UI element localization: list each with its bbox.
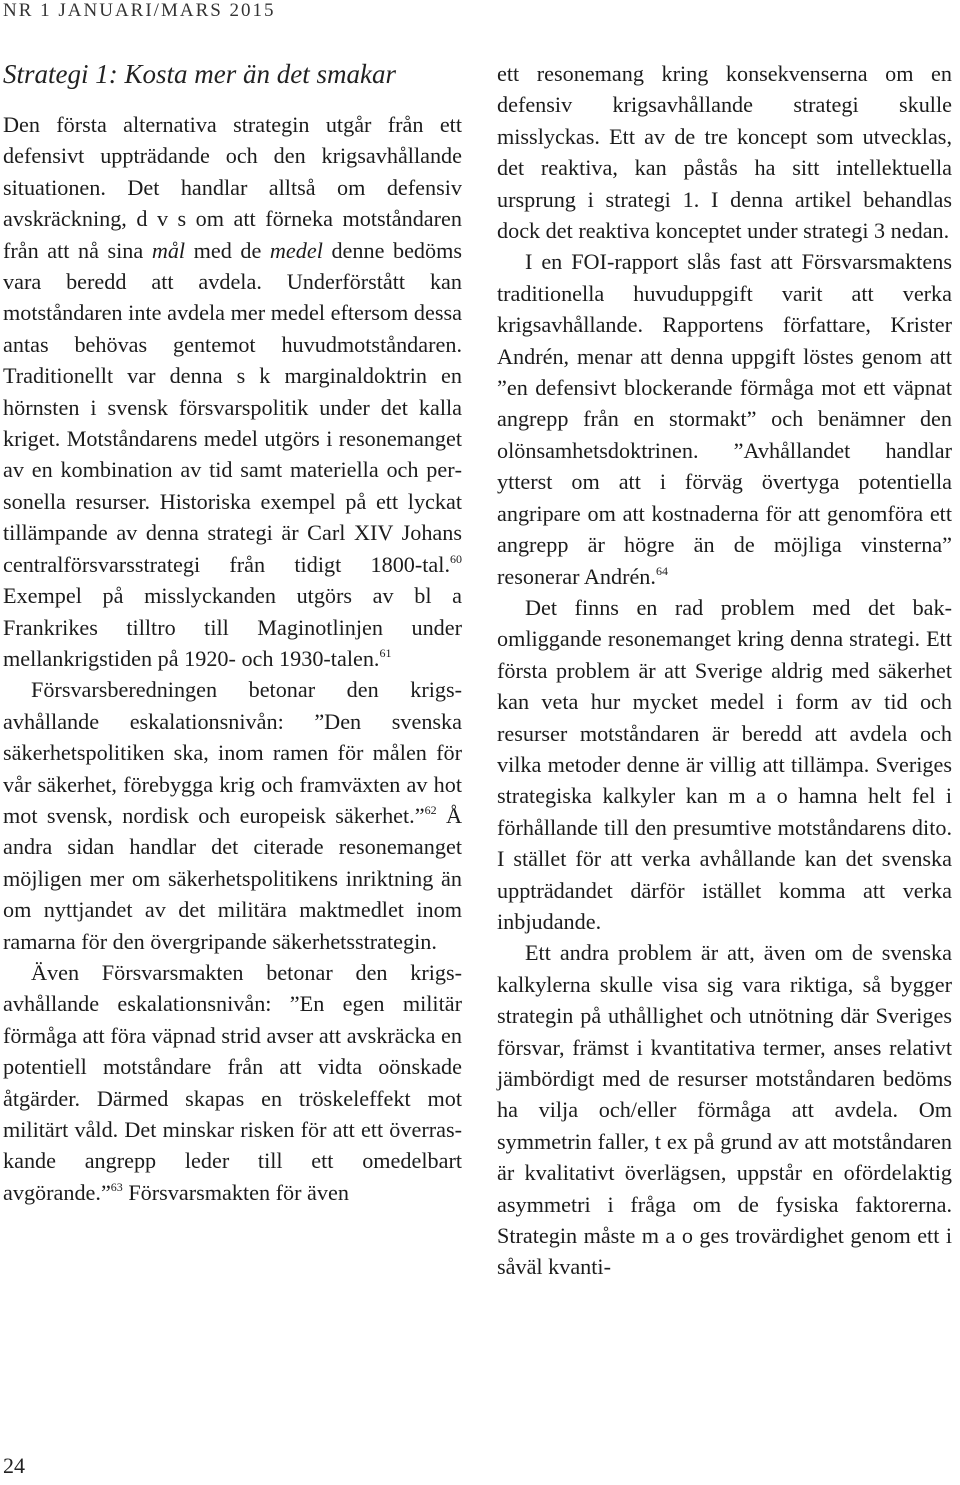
- paragraph: [3, 109, 462, 674]
- footnote-ref: 62: [424, 802, 437, 817]
- paragraph: [497, 937, 952, 1282]
- footnote-ref: 64: [655, 563, 668, 578]
- footnote-ref: 60: [450, 551, 462, 566]
- paragraph: [497, 58, 952, 246]
- footnote-ref: 63: [110, 1179, 123, 1194]
- text-run: Det finns en rad problem med det bakomliggande resonemanget kring denna strategi. Ett första problem är att Sverige aldrig med säkerhet kan veta hur mycket medel i form av tid och resurser motståndaren är beredd att avdela och vilka metoder denne är villig att tillämpa. Sveriges strategiska kalkyler kan m a o hamna helt fel i förhållande till den presumtive motståndarens dito. I stället för att verka avhållande kan det svenska uppträdandet därför istället komma att verka inbjudande.: [497, 594, 952, 934]
- emphasis-mal: mål: [151, 237, 186, 263]
- section-heading: Strategi 1: Kosta mer än det smakar: [3, 59, 396, 89]
- footnote-ref: 61: [379, 645, 392, 660]
- paragraph: [497, 592, 952, 937]
- text-run: med de: [185, 237, 270, 263]
- text-run: ett resonemang kring konsekvenserna om en defensiv krigsavhållande strategi skulle misslyckas. Ett av de tre koncept som utvecklas, det reaktiva, kan påstås ha sitt intellektuella ursprung i strategi 1. I denna artikel behandlas dock det reaktiva konceptet under strategi 3 nedan.: [497, 61, 952, 244]
- left-column: [3, 58, 462, 1208]
- text-run: Försvarsmakten för även: [122, 1179, 349, 1205]
- running-header: NR 1 JANUARI/MARS 2015: [3, 0, 276, 21]
- emphasis-medel: medel: [269, 237, 323, 263]
- text-run: Exempel på misslyckanden utgörs av bl a Frankrikes tilltro till Maginotlinjen under mellankrigstiden på 1920- och 1930-talen.: [3, 583, 462, 671]
- paragraph: [497, 246, 952, 591]
- right-column: [497, 58, 952, 1283]
- text-run: denne bedöms vara beredd att avdela. Underförstått kan motståndaren inte avdela mer medel eftersom dessa antas behövas gentemot huvudmotståndaren. Traditionellt var denna s k marginaldoktrin en hörnsten i svensk försvarspolitik under det kalla kriget. Motståndarens medel utgörs i resonemanget av en kombination av tid samt materiella och personella resurser. Historiska exempel på ett lyckat tillämpande av denna strategi är Carl XIV Johans centralförsvarsstrategi från tidigt 1800-tal.: [3, 237, 463, 577]
- text-run: Ett andra problem är att, även om de svenska kalkylerna skulle visa sig vara riktiga, så bygger strategin på uthållighet och utnötning där Sveriges försvar, främst i kvantitativa termer, anses relativt jämbördigt med de resurser motståndaren bedöms ha vilja och/eller förmåga att avdela. Om symmetrin faller, t ex på grund av att motståndaren är kvalitativt överlägsen, uppstår en ofördelaktig asymmetri i fråga om de fysiska faktorerna. Strategin måste m a o ges trovärdighet genom ett i såväl kvanti-: [497, 940, 952, 1280]
- text-run: I en FOI-rapport slås fast att Försvarsmaktens traditionella huvuduppgift varit att verka krigsavhållande. Rapportens författare, Krister Andrén, menar att denna uppgift löstes genom att ”en defensivt blockerande förmåga mot ett väpnat angrepp från en stormakt” och benämner den olönsamhetsdoktrinen. ”Avhållandet handlar ytterst om att i förväg övertyga potentiella angripare om att kostnaderna för att genomföra ett angrepp är högre än de möjliga vinsterna” resonerar Andrén.: [497, 249, 952, 589]
- text-run: Å andra sidan handlar det citerade resonemanget möjligen mer om säkerhetspolitikens inriktning än om nyttjandet av det militära maktmedlet inom ramarna för den övergripande säkerhetsstrategin.: [3, 802, 462, 954]
- text-run: Den första alternativa strategin utgår från ett defensivt uppträdande och den krigsavhållande situationen. Det handlar alltså om defensiv avskräckning, d v s om att förneka motståndaren från att nå sina: [3, 112, 462, 263]
- paragraph: [3, 957, 462, 1208]
- paragraph: [3, 674, 462, 957]
- text-run: Även Försvarsmakten betonar den krigsavhållande eskalationsnivån: ”En egen militär förmåga att föra väpnad strid avser att avskräcka en potentiell motståndare från att vidta oönskade åtgärder. Därmed skapas en tröskeleffekt mot militärt våld. Det minskar risken för att ett överraskande angrepp leder till ett omedelbart avgörande.”: [3, 959, 462, 1205]
- page-number: 24: [3, 1453, 25, 1478]
- text-run: Försvarsberedningen betonar den krigsavhållande eskalationsnivån: ”Den svenska säkerhetspolitiken ska, inom ramen för målen för vår säkerhet, förebygga krig och framväxten av hot mot svensk, nordisk och europeisk säkerhet.”: [3, 677, 462, 828]
